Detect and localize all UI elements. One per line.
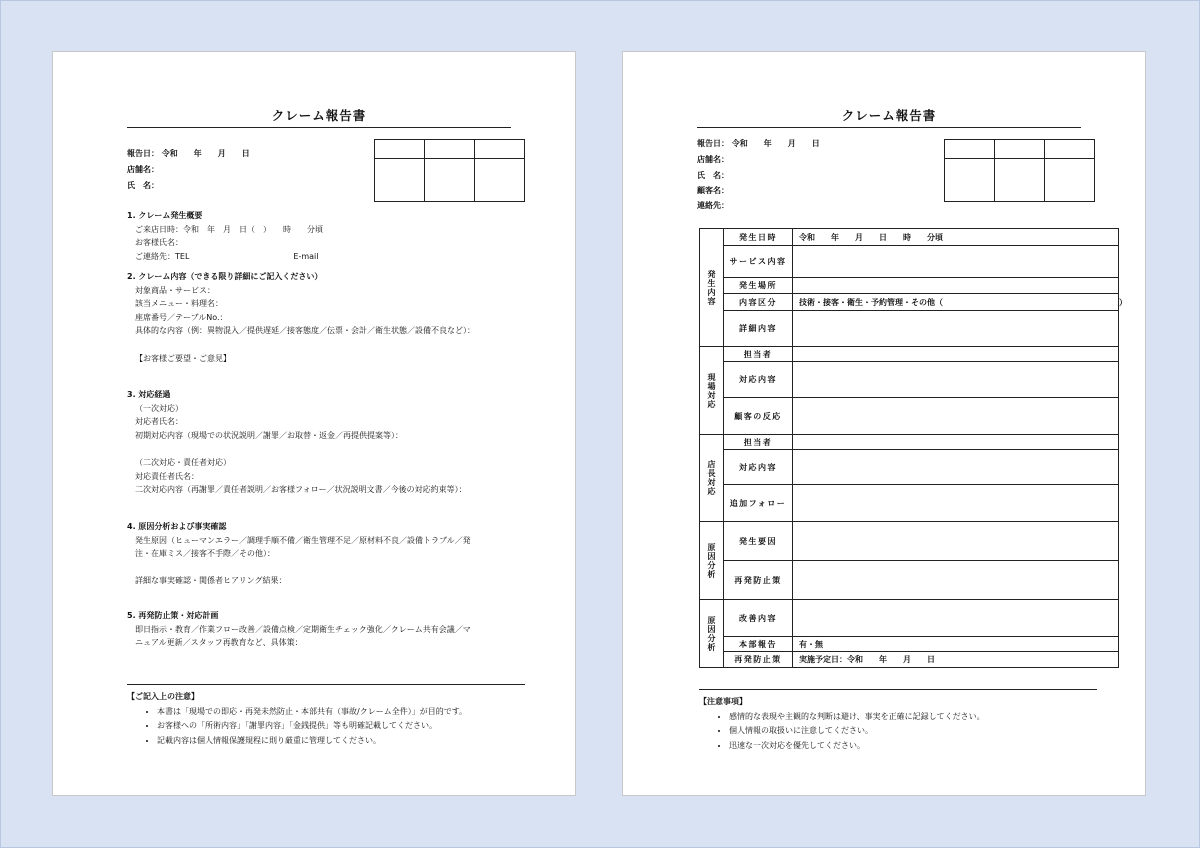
section-3: [127, 388, 467, 497]
stamp-cell: [1045, 159, 1095, 202]
section-2: [127, 270, 475, 365]
form-row: 本部報告 有・無: [724, 637, 1118, 652]
field-line: 注・在庫ミス／接客不手際／その他）：: [135, 549, 275, 559]
form-row: 再発防止策 実施予定日：令和 年 月 日: [724, 652, 1118, 667]
form-row: 詳細内容: [724, 311, 1118, 347]
document-page-left: [52, 51, 576, 796]
report-form-table: [699, 228, 1127, 668]
form-row: 対応内容: [724, 362, 1118, 398]
field-line: 該当メニュー・料理名：: [135, 299, 223, 309]
section-5: [127, 609, 471, 650]
form-row: 発生要因: [724, 522, 1118, 561]
form-row: 顧客の反応: [724, 398, 1118, 435]
field-line: 具体的な内容（例：異物混入／提供遅延／接客態度／伝票・会計／衛生状態／設備不良など）：: [135, 326, 475, 336]
field-line: 対象商品・サービス：: [135, 285, 215, 295]
form-row: 追加フォロー: [724, 485, 1118, 522]
field-line: （二次対応・責任者対応）: [135, 457, 231, 467]
approval-stamp-boxes: [374, 139, 525, 202]
stamp-cell: [375, 159, 425, 202]
form-row: 対応内容: [724, 450, 1118, 485]
store-name-field: 店舗名：: [127, 165, 159, 174]
page-title: クレーム報告書: [697, 106, 1081, 128]
field-line: 詳細な事実確認・関係者ヒアリング結果：: [135, 576, 287, 586]
form-row: 改善内容: [724, 600, 1118, 637]
store-name-field: 店舗名：: [697, 155, 729, 164]
note-item: • 感情的な表現や主観的な判断は避け、事実を正確に記録してください。: [729, 710, 985, 725]
stamp-cell: [945, 159, 995, 202]
group-label-manager: 店長対応: [700, 435, 724, 522]
form-row: 発生場所: [724, 278, 1118, 294]
section-heading: 4. 原因分析および事実確認: [127, 522, 227, 531]
group-label-onsite: 現場対応: [700, 347, 724, 435]
form-row: 担当者: [724, 347, 1118, 362]
section-4: [127, 520, 471, 588]
report-date-field: 報告日： 令和 年 月 日: [127, 149, 250, 158]
stamp-cell: [995, 140, 1045, 159]
section-heading: 2. クレーム内容（できる限り詳細にご記入ください）: [127, 272, 323, 281]
field-line: ニュアル更新／スタッフ再教育など、具体策：: [135, 638, 303, 648]
form-row: 再発防止策: [724, 561, 1118, 600]
customer-name-field: 顧客名：: [697, 186, 729, 195]
notes-box: [699, 695, 985, 753]
contact-field: 連絡先：: [697, 201, 729, 210]
field-line: （一次対応）: [135, 403, 183, 413]
blank-line: [127, 561, 471, 575]
notes-title: 【ご記入上の注意】: [127, 692, 199, 701]
blank-line: [127, 338, 475, 352]
note-item: • 本書は「現場での即応・再発未然防止・本部共有（事故/クレーム全件）」が目的です。: [157, 705, 467, 720]
section-heading: 3. 対応経過: [127, 390, 171, 399]
form-row: 内容区分 技術・接客・衛生・予約管理・その他（ ）: [724, 294, 1118, 311]
page-title: クレーム報告書: [127, 106, 511, 128]
field-line: 【お客様ご要望・ご意見】: [135, 353, 231, 363]
field-line: ご来店日時：令和 年 月 日（ ） 時 分頃: [135, 224, 323, 234]
stamp-cell: [425, 140, 475, 159]
field-line: 発生原因（ヒューマンエラー／調理手順不備／衛生管理不足／原材料不良／設備トラブル／発: [135, 535, 471, 545]
stamp-cell: [375, 140, 425, 159]
stamp-cell: [475, 140, 525, 159]
notes-divider: [699, 689, 1097, 690]
notes-title: 【注意事項】: [699, 697, 747, 706]
field-line: 座席番号／テーブルNo.：: [135, 312, 228, 322]
stamp-cell: [475, 159, 525, 202]
group-label-improvement: 原因分析: [700, 600, 724, 667]
form-row: 発生日時 令和 年 月 日 時 分頃: [724, 229, 1118, 246]
field-line: ご連絡先：TEL E-mail: [135, 251, 319, 261]
field-line: 初期対応内容（現場での状況説明／謝罪／お取替・返金／再提供提案等）：: [135, 430, 403, 440]
stamp-cell: [425, 159, 475, 202]
stamp-cell: [945, 140, 995, 159]
note-item: • 迅速な一次対応を優先してください。: [729, 739, 985, 754]
document-page-right: [622, 51, 1146, 796]
field-line: 対応責任者氏名：: [135, 471, 199, 481]
field-line: お客様氏名：: [135, 238, 183, 248]
stamp-cell: [995, 159, 1045, 202]
name-field: 氏 名：: [127, 181, 159, 190]
group-label-occurrence: 発生内容: [700, 229, 724, 347]
stamp-cell: [1045, 140, 1095, 159]
field-line: 対応者氏名：: [135, 417, 183, 427]
section-heading: 1. クレーム発生概要: [127, 211, 203, 220]
report-date-field: 報告日： 令和 年 月 日: [697, 139, 820, 148]
notes-divider: [127, 684, 525, 685]
field-line: 即日指示・教育／作業フロー改善／設備点検／定期衛生チェック強化／クレーム共有会議／マ: [135, 624, 471, 634]
field-line: 二次対応内容（再謝罪／責任者説明／お客様フォロー／状況説明文書／今後の対応約束等）：: [135, 485, 467, 495]
section-1: [127, 209, 323, 263]
form-row: サービス内容: [724, 246, 1118, 278]
note-item: • お客様への「所術内容」「謝罪内容」「金銭提供」等も明確記載してください。: [157, 719, 467, 734]
blank-line: [127, 442, 467, 456]
name-field: 氏 名：: [697, 171, 729, 180]
notes-box: [127, 690, 467, 748]
note-item: • 個人情報の取扱いに注意してください。: [729, 724, 985, 739]
group-label-cause: 原因分析: [700, 522, 724, 600]
section-heading: 5. 再発防止策・対応計画: [127, 611, 219, 620]
note-item: • 記載内容は個人情報保護規程に則り厳重に管理してください。: [157, 734, 467, 749]
form-row: 担当者: [724, 435, 1118, 450]
approval-stamp-boxes: [944, 139, 1095, 202]
